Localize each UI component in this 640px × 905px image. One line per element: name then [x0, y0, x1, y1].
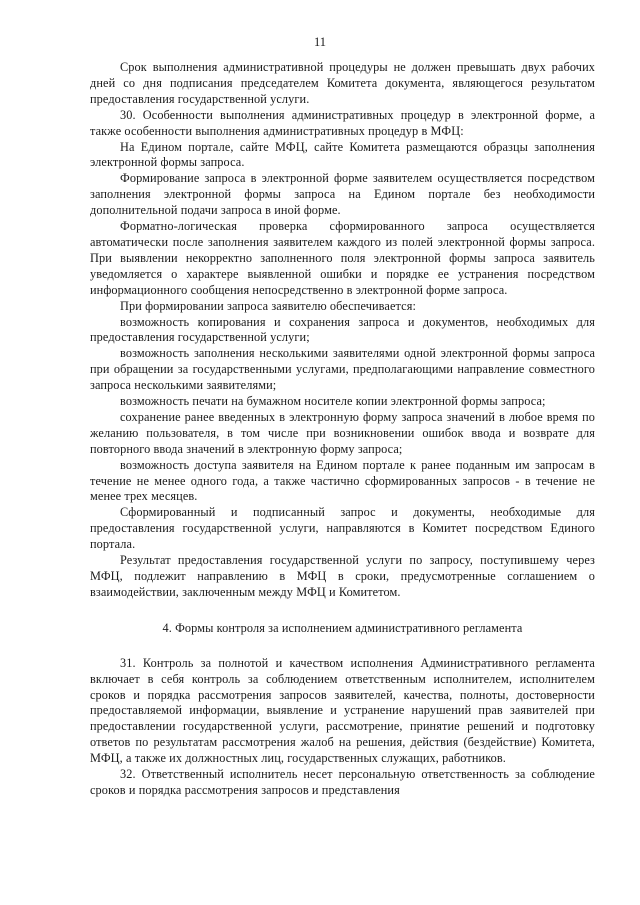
- paragraph: При формировании запроса заявителю обеспечивается:: [120, 298, 416, 313]
- paragraph: Форматно-логическая проверка сформированного запроса осуществляется автоматически после заполнения заявителем каждого из полей электронной формы запроса. При выявлении некорректно заполненного поля электронной формы запроса заявитель уведомляется о характере выявленной ошибки и порядке ее устранения посредством информационного сообщения непосредственно в электронной форме запроса.: [90, 219, 595, 297]
- paragraph: Сформированный и подписанный запрос и документы, необходимые для предоставления государственной услуги, направляются в Комитет посредством Единого портала.: [90, 505, 595, 552]
- paragraph: возможность печати на бумажном носителе копии электронной формы запроса;: [120, 394, 546, 409]
- paragraph: Срок выполнения административной процедуры не должен превышать двух рабочих дней со дня подписания председателем Комитета документа, являющегося результатом предоставления государственной услуги.: [90, 60, 595, 106]
- paragraph: возможность заполнения несколькими заявителями одной электронной формы запроса при обращении за государственными услугами, предполагающими направление совместного запроса несколькими заявителями;: [90, 346, 595, 393]
- section-heading: 4. Формы контроля за исполнением административного регламента: [162, 620, 523, 635]
- paragraph: Результат предоставления государственной услуги по запросу, поступившему через МФЦ, подлежит направлению в МФЦ в сроки, предусмотренные соглашением о взаимодействии, заключенным между МФЦ и Комитетом.: [90, 553, 595, 599]
- document-body: [90, 60, 595, 799]
- paragraph: Формирование запроса в электронной форме заявителем осуществляется посредством заполнения электронной формы запроса на Едином портале без необходимости дополнительной подачи запроса в иной форме.: [90, 171, 595, 218]
- paragraph: возможность доступа заявителя на Едином портале к ранее поданным им запросам в течение не менее одного года, а также частично сформированных запросов - в течение не менее трех месяцев.: [90, 457, 595, 504]
- paragraph: 32. Ответственный исполнитель несет персональную ответственность за соблюдение сроков и порядка рассмотрения запросов и представления: [90, 767, 595, 797]
- paragraph: 31. Контроль за полнотой и качеством исполнения Административного регламента включает в себя контроль за соблюдением ответственным исполнителем, исполнителем сроков и порядка рассмотрения запросов заявителей, качества, полноты, достоверности предоставляемой информации, выявление и устранение нарушений прав заявителей при предоставлении государственной услуги, рассмотрение, принятие решений и подготовку ответов по результатам рассмотрения жалоб на решения, действия (бездействие) Комитета, МФЦ, а также их должностных лиц, государственных служащих, работников.: [90, 655, 595, 766]
- paragraph: сохранение ранее введенных в электронную форму запроса значений в любое время по желанию пользователя, в том числе при возникновении ошибок ввода и возврате для повторного ввода значений в электронную форму запроса;: [90, 409, 595, 456]
- paragraph: 30. Особенности выполнения административных процедур в электронной форме, а также особенности выполнения административных процедур в МФЦ:: [90, 107, 595, 138]
- paragraph: возможность копирования и сохранения запроса и документов, необходимых для предоставления государственной услуги;: [90, 314, 595, 345]
- paragraph: На Едином портале, сайте МФЦ, сайте Комитета размещаются образцы заполнения электронной формы запроса.: [90, 139, 595, 170]
- page-number: 11: [313, 35, 327, 49]
